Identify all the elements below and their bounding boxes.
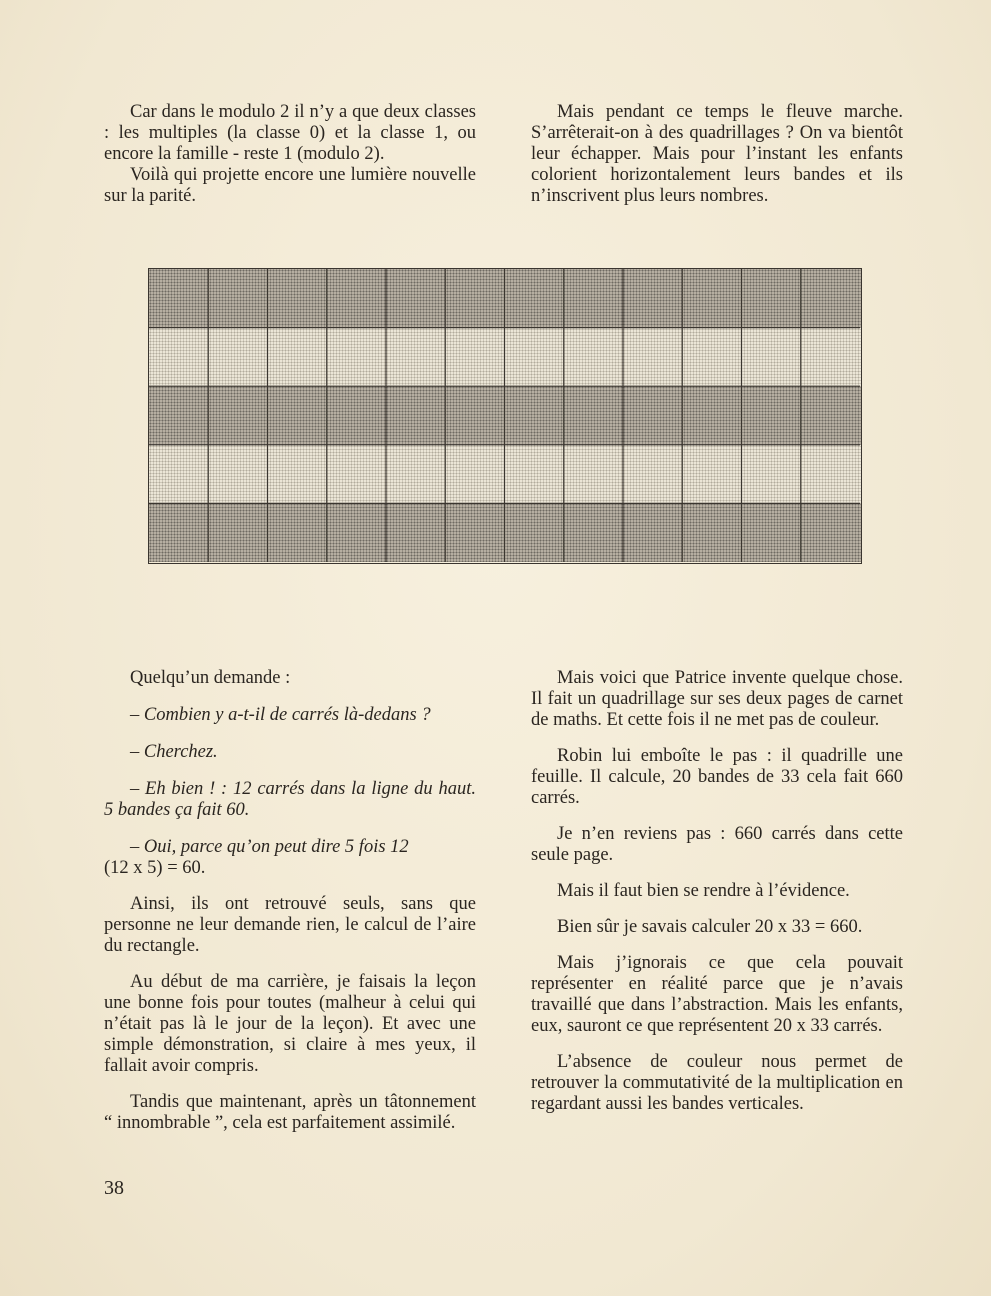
page-number: 38 <box>104 1177 124 1199</box>
paragraph: Car dans le modulo 2 il n’y a que deux classes : les multiples (la classe 0) et la classe 1, ou encore la famille - reste 1 (modulo 2). <box>104 102 476 164</box>
paragraph: Bien sûr je savais calculer 20 x 33 = 660. <box>557 917 863 937</box>
text-column-bottom-right <box>531 668 903 1130</box>
paragraph: Au début de ma carrière, je faisais la leçon une bonne fois pour toutes (malheur à celui qui n’était pas là le jour de la leçon). Et avec une simple démonstration, si claire à mes yeux, il fallait avoir compris. <box>104 972 476 1076</box>
dialogue-line: – Eh bien ! : 12 carrés dans la ligne du haut. 5 bandes ça fait 60. <box>104 779 476 820</box>
dialogue-line: – Combien y a-t-il de carrés là-dedans ? <box>130 705 431 725</box>
text-column-top-left <box>104 102 476 222</box>
equation: (12 x 5) = 60. <box>104 858 206 878</box>
text-column-top-right <box>531 102 903 222</box>
dialogue-line: – Oui, parce qu’on peut dire 5 fois 12 <box>130 837 409 857</box>
paragraph: Mais j’ignorais ce que cela pouvait représenter en réalité parce que je n’avais travaillé que dans l’abstraction. Mais les enfants, eux, sauront ce que représentent 20 x 33 carrés. <box>531 953 903 1036</box>
paragraph: Robin lui emboîte le pas : il quadrille une feuille. Il calcule, 20 bandes de 33 cela fait 660 carrés. <box>531 746 903 808</box>
text-column-bottom-left <box>104 668 476 1149</box>
paragraph: Mais voici que Patrice invente quelque chose. Il fait un quadrillage sur ses deux pages de carnet de maths. Et cette fois il ne met pas de couleur. <box>531 668 903 730</box>
paragraph: Ainsi, ils ont retrouvé seuls, sans que personne ne leur demande rien, le calcul de l’aire du rectangle. <box>104 894 476 956</box>
paragraph: Voilà qui projette encore une lumière nouvelle sur la parité. <box>104 165 476 206</box>
dialogue-line: – Cherchez. <box>130 742 218 762</box>
paragraph: Tandis que maintenant, après un tâtonnement “ innombrable ”, cela est parfaitement assimilé. <box>104 1092 476 1133</box>
striped-grid-figure <box>148 268 862 564</box>
paragraph: L’absence de couleur nous permet de retrouver la commutativité de la multiplication en regardant aussi les bandes verticales. <box>531 1052 903 1114</box>
paragraph: Mais il faut bien se rendre à l’évidence. <box>557 881 850 901</box>
paragraph: Je n’en reviens pas : 660 carrés dans cette seule page. <box>531 824 903 865</box>
grid-lines <box>149 269 860 562</box>
paragraph: Mais pendant ce temps le fleuve marche. S’arrêterait-on à des quadrillages ? On va bientôt leur échapper. Mais pour l’instant les enfants colorient horizontalement leurs bandes et ils n’inscrivent plus leurs nombres. <box>531 102 903 206</box>
paragraph-intro: Quelqu’un demande : <box>130 668 291 688</box>
